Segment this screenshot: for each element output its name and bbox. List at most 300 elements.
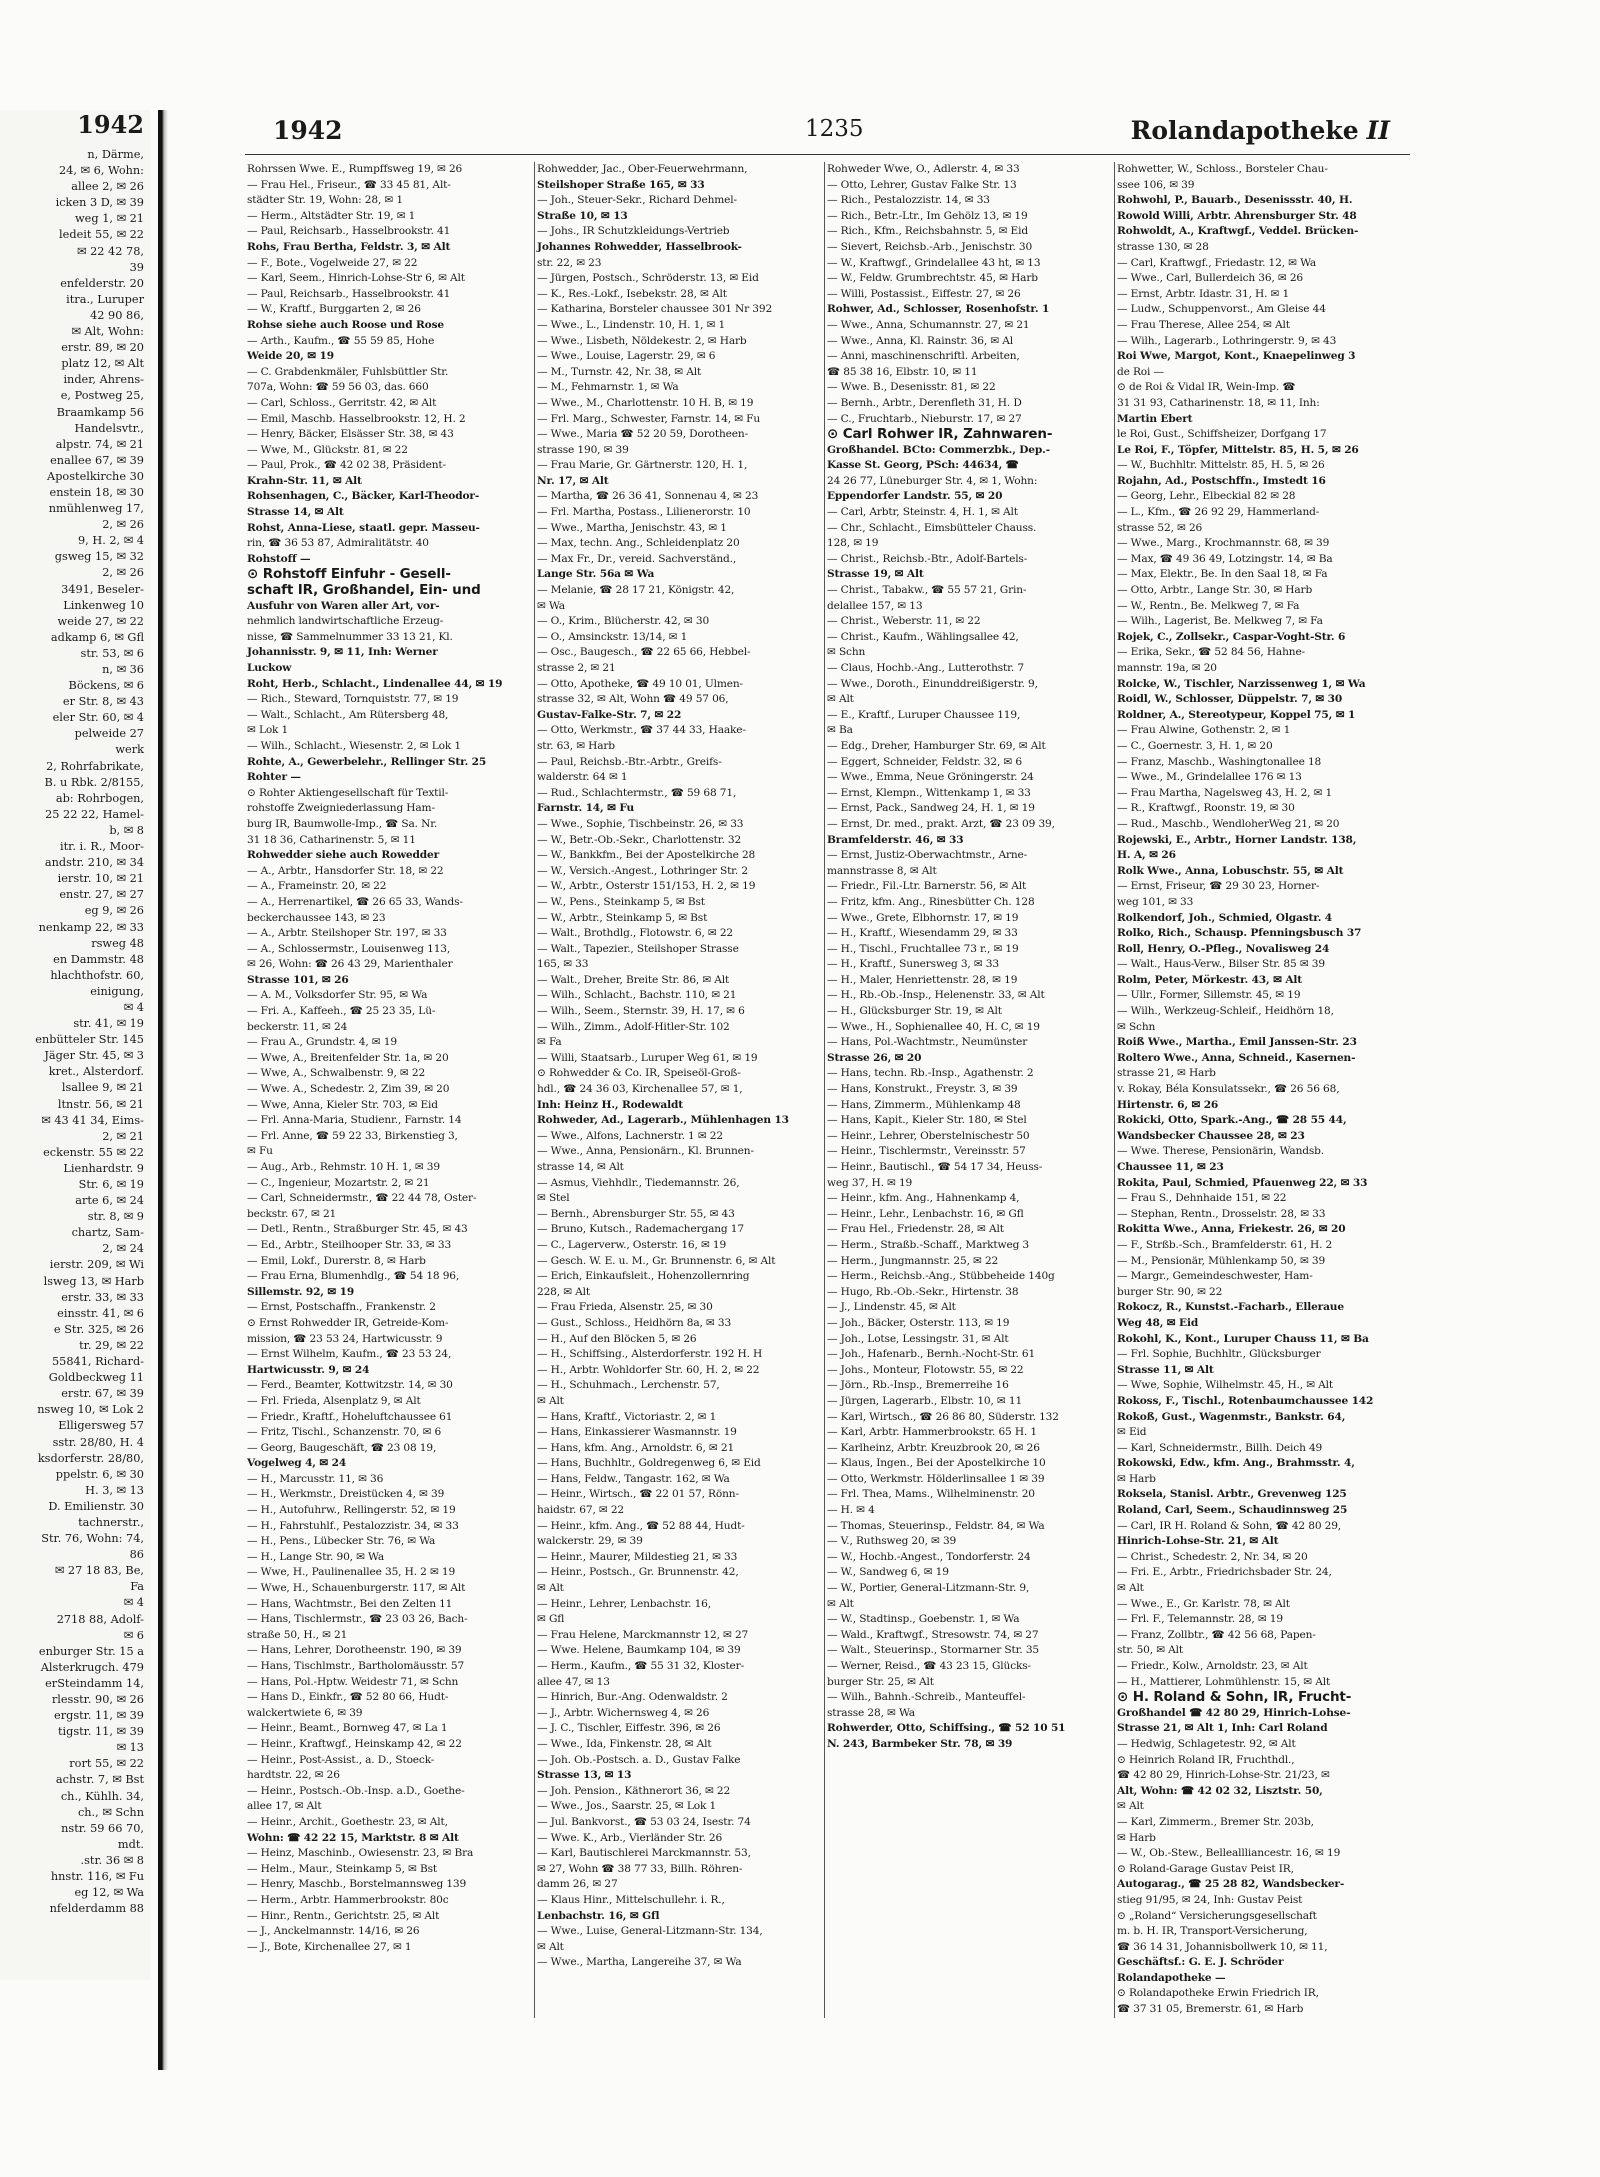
left-page-line: Apostelkirche 30 xyxy=(47,469,144,483)
directory-entry: — Karl, Bautischlerei Marckmannstr. 53, xyxy=(537,1847,751,1860)
directory-entry: 707a, Wohn: ☎ 59 56 03, das. 660 xyxy=(247,381,429,394)
directory-entry: Rohweder Wwe, O., Adlerstr. 4, ✉ 33 xyxy=(827,163,1020,175)
directory-entry: — Fri. E., Arbtr., Friedrichsbader Str. 24, xyxy=(1117,1566,1332,1579)
directory-entry: Rokicki, Otto, Spark.-Ang., ☎ 28 55 44, xyxy=(1117,1114,1347,1127)
directory-entry: — Eggert, Schneider, Feldstr. 32, ✉ 6 xyxy=(827,755,1022,768)
directory-entry: — Christ., Tabakw., ☎ 55 57 21, Grin- xyxy=(827,584,1027,597)
left-page-line: ✉ 4 xyxy=(123,1596,144,1610)
directory-entry: le Roi, Gust., Schiffsheizer, Dorfgang 17 xyxy=(1117,428,1327,441)
left-page-line: Lienhardstr. 9 xyxy=(63,1161,144,1175)
left-page-line: 3491, Beseler- xyxy=(61,582,144,596)
directory-entry: — Herm., Kaufm., ☎ 55 31 32, Kloster- xyxy=(537,1660,745,1672)
left-page-line: str. 41, ✉ 19 xyxy=(73,1017,144,1031)
directory-entry: ✉ Eid xyxy=(1117,1426,1147,1439)
directory-entry: — Otto, Apotheke, ☎ 49 10 01, Ulmen- xyxy=(537,677,743,690)
directory-entry: — Frau Therese, Allee 254, ✉ Alt xyxy=(1117,318,1290,331)
directory-entry: — Willi, Staatsarb., Luruper Weg 61, ✉ 19 xyxy=(537,1051,758,1064)
directory-entry: Johannisstr. 9, ✉ 11, Inh: Werner xyxy=(247,646,438,659)
left-page-line: nenkamp 22, ✉ 33 xyxy=(38,920,144,934)
directory-entry: nisse, ☎ Sammelnummer 33 13 21, Kl. xyxy=(247,630,453,643)
running-title-word: Rolandapotheke xyxy=(1130,116,1359,145)
directory-entry: ⊙ H. Roland & Sohn, IR, Frucht- xyxy=(1117,1689,1352,1706)
directory-entry: Strasse 11, ✉ Alt xyxy=(1117,1363,1214,1376)
page-header xyxy=(245,110,1410,155)
directory-entry: — Karl, Schneidermstr., Billh. Deich 49 xyxy=(1117,1441,1323,1454)
directory-entry: — Frau Frieda, Alsenstr. 25, ✉ 30 xyxy=(537,1301,713,1314)
directory-entry: — Frau Martha, Nagelsweg 43, H. 2, ✉ 1 xyxy=(1117,786,1333,799)
directory-entry: ✉ Fu xyxy=(247,1145,273,1158)
directory-entry: — Wilh., Zimm., Adolf-Hitler-Str. 102 xyxy=(537,1020,730,1033)
directory-entry: Rolkendorf, Joh., Schmied, Olgastr. 4 xyxy=(1117,911,1333,924)
directory-entry: — Hans, Buchhltr., Goldregenweg 6, ✉ Eid xyxy=(537,1457,761,1470)
directory-entry: ⊙ Rolandapotheke Erwin Friedrich IR, xyxy=(1117,1987,1319,2000)
directory-entry: ✉ Schn xyxy=(827,646,866,659)
directory-entry: — Walt., Haus-Verw., Bilser Str. 85 ✉ 39 xyxy=(1117,958,1325,971)
directory-entry: — Jörn., Rb.-Insp., Bremerreihe 16 xyxy=(827,1379,1009,1392)
directory-entry: — O., Krim., Blücherstr. 42, ✉ 30 xyxy=(537,615,710,628)
directory-entry: — Georg, Baugeschäft, ☎ 23 08 19, xyxy=(247,1441,437,1454)
running-title-roman: II xyxy=(1366,116,1390,145)
left-page-line: b, ✉ 8 xyxy=(109,823,144,837)
directory-entry: — Max, techn. Ang., Schleidenplatz 20 xyxy=(537,537,740,550)
directory-entry: — H. ✉ 4 xyxy=(827,1504,875,1517)
directory-entry: ✉ Alt xyxy=(827,693,854,706)
directory-entry: strasse 2, ✉ 21 xyxy=(537,662,616,674)
left-page-line: er Str. 8, ✉ 43 xyxy=(62,695,144,709)
directory-entry: — Heinr., Postsch.-Ob.-Insp. a.D., Goethe- xyxy=(247,1784,465,1797)
directory-entry: ☎ 36 14 31, Johannisbollwerk 10, ✉ 11, xyxy=(1117,1940,1328,1953)
left-page-line: eg 12, ✉ Wa xyxy=(74,1886,144,1900)
directory-entry: — Walt., Steuerinsp., Stormarner Str. 35 xyxy=(827,1644,1039,1657)
directory-entry: — Werner, Reisd., ☎ 43 23 15, Glücks- xyxy=(827,1660,1031,1672)
directory-entry: — Wwe., Sophie, Tischbeinstr. 26, ✉ 33 xyxy=(537,817,744,830)
directory-entry: — Heinr., Lehrer, Lenbachstr. 16, xyxy=(537,1597,711,1610)
directory-column-2 xyxy=(535,162,825,2018)
directory-entry: — Joh. Ob.-Postsch. a. D., Gustav Falke xyxy=(537,1753,741,1766)
directory-entry: — Rud., Maschb., WendloherWeg 21, ✉ 20 xyxy=(1117,817,1340,830)
directory-entry: Rokowski, Edw., kfm. Ang., Brahmsstr. 4, xyxy=(1117,1457,1355,1470)
directory-entry: Lenbachstr. 16, ✉ Gfl xyxy=(537,1909,660,1922)
directory-entry: ✉ 26, Wohn: ☎ 26 43 29, Marienthaler xyxy=(247,958,453,971)
left-page-line: Linkenweg 10 xyxy=(63,598,144,612)
directory-entry: ✉ Alt xyxy=(827,1597,854,1610)
directory-entry: — Hans, Konstrukt., Freystr. 3, ✉ 39 xyxy=(827,1083,1018,1096)
directory-entry: — Wwe., M., Charlottenstr. 10 H. B, ✉ 19 xyxy=(537,396,754,409)
directory-entry: — Henry, Maschb., Borstelmannsweg 139 xyxy=(247,1878,467,1891)
directory-entry: ⊙ Rohter Aktiengesellschaft für Textil- xyxy=(247,786,449,799)
directory-entry: — H., Schiffsing., Alsterdorferstr. 192 H. H xyxy=(537,1348,763,1361)
left-page-line: 2, Rohrfabrikate, xyxy=(46,759,144,773)
directory-entry: strasse 28, ✉ Wa xyxy=(827,1706,915,1719)
left-page-line: H. 3, ✉ 13 xyxy=(85,1483,144,1497)
directory-entry: — Georg, Lehr., Elbeckial 82 ✉ 28 xyxy=(1117,490,1296,503)
directory-entry: — Ernst, Postschaffn., Frankenstr. 2 xyxy=(247,1301,436,1314)
directory-entry: Rolko, Rich., Schausp. Pfenningsbusch 37 xyxy=(1117,927,1362,940)
directory-entry: Martin Ebert xyxy=(1117,412,1193,425)
left-page-line: ✉ 27 18 83, Be, xyxy=(54,1564,144,1578)
directory-entry: — W., Kraftf., Burggarten 2, ✉ 26 xyxy=(247,303,421,316)
directory-entry: — Max, Elektr., Be. In den Saal 18, ✉ Fa xyxy=(1117,568,1328,581)
directory-entry: Ausfuhr von Waren aller Art, vor- xyxy=(247,599,440,612)
directory-entry: — Christ., Kaufm., Wählingsallee 42, xyxy=(827,630,1019,643)
page-number: 1235 xyxy=(805,116,864,142)
directory-entry: — Frl. Frieda, Alsenplatz 9, ✉ Alt xyxy=(247,1394,421,1407)
directory-entry: — Katharina, Borsteler chaussee 301 Nr 392 xyxy=(537,303,773,316)
directory-entry: — Paul, Prok., ☎ 42 02 38, Präsident- xyxy=(247,459,446,472)
left-page-line: enallee 67, ✉ 39 xyxy=(50,453,144,467)
left-page-line: e Str. 325, ✉ 26 xyxy=(53,1322,144,1336)
directory-entry: — Ernst, Pack., Sandweg 24, H. 1, ✉ 19 xyxy=(827,802,1035,815)
directory-entry: — Heinr., Lehrer, Oberstelnischestr 50 xyxy=(827,1129,1030,1142)
directory-entry: — Wilh., Lagerist, Be. Melkweg 7, ✉ Fa xyxy=(1117,615,1323,628)
directory-entry: strasse 190, ✉ 39 xyxy=(537,443,629,456)
directory-entry: burg IR, Baumwolle-Imp., ☎ Sa. Nr. xyxy=(247,817,438,830)
directory-entry: strasse 130, ✉ 28 xyxy=(1117,240,1209,253)
directory-entry: — Wwe. Helene, Baumkamp 104, ✉ 39 xyxy=(537,1644,741,1657)
directory-entry: — Hans, Einkassierer Wasmannstr. 19 xyxy=(537,1426,737,1439)
directory-entry: ⊙ Rohwedder & Co. IR, Speiseöl-Groß- xyxy=(537,1067,741,1080)
directory-entry: — Wwe., Louise, Lagerstr. 29, ✉ 6 xyxy=(537,350,716,363)
left-page-line: itr. i. R., Moor- xyxy=(60,840,144,854)
directory-entry: — Rud., Schlachtermstr., ☎ 59 68 71, xyxy=(537,786,737,799)
left-page-line: B. u Rbk. 2/8155, xyxy=(44,775,144,789)
directory-entry: — Wwe. B., Desenisstr. 81, ✉ 22 xyxy=(827,381,996,394)
directory-entry: — Emil, Maschb. Hasselbrookstr. 12, H. 2 xyxy=(247,412,466,425)
directory-entry: — Wwe., Luise, General-Litzmann-Str. 134, xyxy=(537,1925,763,1938)
directory-entry: — Wwe. Therese, Pensionärin, Wandsb. xyxy=(1117,1145,1325,1158)
directory-entry: ⊙ de Roi & Vidal IR, Wein-Imp. ☎ xyxy=(1117,381,1296,394)
directory-entry: — Claus, Hochb.-Ang., Lutterothstr. 7 xyxy=(827,662,1024,674)
directory-entry: Rolandapotheke — xyxy=(1117,1971,1226,1984)
directory-entry: — Wwe., Carl, Bullerdeich 36, ✉ 26 xyxy=(1117,272,1304,285)
directory-entry: — Chr., Schlacht., Eimsbütteler Chauss. xyxy=(827,521,1037,534)
left-page-line: erstr. 33, ✉ 33 xyxy=(61,1290,144,1304)
left-page-line: icken 3 D, ✉ 39 xyxy=(55,196,144,210)
directory-entry: — Heinr., Post-Assist., a. D., Stoeck- xyxy=(247,1753,435,1766)
directory-entry: str. 22, ✉ 23 xyxy=(537,256,602,269)
directory-entry: — Wwe. A., Schedestr. 2, Zim 39, ✉ 20 xyxy=(247,1083,450,1096)
directory-entry: — Ernst, Justiz-Oberwachtmstr., Arne- xyxy=(827,849,1028,862)
directory-entry: — Otto, Werkmstr. Hölderlinsallee 1 ✉ 39 xyxy=(827,1472,1045,1485)
directory-entry: Rohs, Frau Bertha, Feldstr. 3, ✉ Alt xyxy=(247,240,451,253)
left-page-line: lsallee 9, ✉ 21 xyxy=(61,1081,144,1095)
directory-entry: Le Roi, F., Töpfer, Mittelstr. 85, H. 5, ✉ 26 xyxy=(1117,443,1359,456)
directory-entry: — Walt., Dreher, Breite Str. 86, ✉ Alt xyxy=(537,973,730,986)
directory-entry: — H., Werkmstr., Dreistücken 4, ✉ 39 xyxy=(247,1488,445,1501)
directory-entry: damm 26, ✉ 27 xyxy=(537,1878,618,1891)
directory-entry: ✉ Gfl xyxy=(537,1613,565,1626)
left-page-line: ergstr. 11, ✉ 39 xyxy=(54,1709,144,1723)
directory-entry: Roht, Herb., Schlacht., Lindenallee 44, ✉ 19 xyxy=(247,677,503,690)
directory-entry: — Ullr., Former, Sillemstr. 45, ✉ 19 xyxy=(1117,989,1301,1002)
directory-entry: — Heinr., Lehr., Lenbachstr. 16, ✉ Gfl xyxy=(827,1207,1024,1220)
directory-entry: Rolm, Peter, Mörkestr. 43, ✉ Alt xyxy=(1117,973,1303,986)
left-page-line: 86 xyxy=(129,1548,144,1562)
directory-entry: — Wwe. K., Arb., Vierländer Str. 26 xyxy=(537,1831,723,1844)
directory-entry: Rohwer, Ad., Schlosser, Rosenhofstr. 1 xyxy=(827,303,1050,316)
left-page-line: n, Därme, xyxy=(87,148,144,161)
left-page-line: rsweg 48 xyxy=(91,936,144,950)
directory-entry: — Arth., Kaufm., ☎ 55 59 85, Hohe xyxy=(247,334,435,347)
directory-entry: Roll, Henry, O.-Pfleg., Novalisweg 24 xyxy=(1117,942,1330,955)
directory-entry: — Joh., Hafenarb., Bernh.-Nocht-Str. 61 xyxy=(827,1348,1036,1361)
directory-entry: — Carl, Schneidermstr., ☎ 22 44 78, Oster- xyxy=(247,1192,477,1205)
directory-entry: ✉ Stel xyxy=(537,1192,570,1205)
directory-entry: — Paul, Reichsarb., Hasselbrookstr. 41 xyxy=(247,225,451,238)
directory-entry: — Frau Hel., Friedenstr. 28, ✉ Alt xyxy=(827,1223,1004,1236)
directory-entry: — Frl. Marg., Schwester, Farnstr. 14, ✉ Fu xyxy=(537,412,761,425)
left-page-line: erstr. 89, ✉ 20 xyxy=(61,341,144,355)
directory-entry: — Walt., Schlacht., Am Rütersberg 48, xyxy=(247,708,449,721)
directory-entry: ✉ Alt xyxy=(1117,1582,1144,1595)
directory-entry: — Fritz, kfm. Ang., Rinesbütter Ch. 128 xyxy=(827,895,1035,908)
directory-entry: — Carl, Schloss., Gerritstr. 42, ✉ Alt xyxy=(247,396,437,409)
left-page-line: enbütteler Str. 145 xyxy=(35,1033,144,1047)
left-page-line: enburger Str. 15 a xyxy=(38,1644,144,1658)
directory-entry: Rolk Wwe., Anna, Lobuschstr. 55, ✉ Alt xyxy=(1117,864,1344,877)
directory-entry: Weide 20, ✉ 19 xyxy=(247,350,334,363)
directory-entry: Rokita, Paul, Schmied, Pfauenweg 22, ✉ 33 xyxy=(1117,1176,1368,1189)
directory-entry: — Edg., Dreher, Hamburger Str. 69, ✉ Alt xyxy=(827,739,1046,752)
directory-entry: Roltero Wwe., Anna, Schneid., Kasernen- xyxy=(1117,1051,1356,1064)
directory-entry: — Wwe., Martha, Langereihe 37, ✉ Wa xyxy=(537,1956,742,1969)
directory-entry: Weg 48, ✉ Eid xyxy=(1117,1316,1199,1329)
left-page-line: ab: Rohrbogen, xyxy=(55,791,144,805)
left-page-line: platz 12, ✉ Alt xyxy=(61,357,144,371)
directory-entry: — Bruno, Kutsch., Rademachergang 17 xyxy=(537,1223,744,1236)
directory-entry: — Wwe, H., Schauenburgerstr. 117, ✉ Alt xyxy=(247,1582,466,1595)
directory-entry: — Heinr., Wirtsch., ☎ 22 01 57, Rönn- xyxy=(537,1488,739,1501)
directory-entry: — Frau A., Grundstr. 4, ✉ 19 xyxy=(247,1036,397,1049)
left-page-line: 9, H. 2, ✉ 4 xyxy=(77,534,144,548)
left-page-line: einigung, xyxy=(90,984,144,998)
directory-entry: — Ludw., Schuppenvorst., Am Gleise 44 xyxy=(1117,303,1326,316)
directory-entry: — H., Autofuhrw., Rellingerstr. 52, ✉ 19 xyxy=(247,1504,456,1517)
directory-entry: — Heinz, Maschinb., Owiesenstr. 23, ✉ Bra xyxy=(247,1847,474,1860)
directory-entry: — Frl. Sophie, Buchhltr., Glücksburger xyxy=(1117,1348,1321,1361)
directory-entry: — Fritz, Tischl., Schanzenstr. 70, ✉ 6 xyxy=(247,1426,442,1439)
directory-entry: Strasse 101, ✉ 26 xyxy=(247,973,349,986)
directory-entry: — Detl., Rentn., Straßburger Str. 45, ✉ 43 xyxy=(247,1223,468,1236)
directory-entry: — Rich., Pestalozzistr. 14, ✉ 33 xyxy=(827,194,990,207)
directory-entry: — W., Buchhltr. Mittelstr. 85, H. 5, ✉ 26 xyxy=(1117,459,1325,472)
directory-entry: Gustav-Falke-Str. 7, ✉ 22 xyxy=(537,708,682,721)
left-page-line: enstein 18, ✉ 30 xyxy=(49,485,144,499)
directory-entry: — W., Betr.-Ob.-Sekr., Charlottenstr. 32 xyxy=(537,833,742,846)
directory-entry: burger Str. 25, ✉ Alt xyxy=(827,1675,934,1688)
directory-entry: — Henry, Bäcker, Elsässer Str. 38, ✉ 43 xyxy=(247,428,454,441)
directory-entry: stieg 91/95, ✉ 24, Inh: Gustav Peist xyxy=(1117,1893,1303,1906)
directory-entry: Geschäftsf.: G. E. J. Schröder xyxy=(1117,1956,1284,1969)
directory-entry: ssee 106, ✉ 39 xyxy=(1117,178,1195,191)
directory-entry: — Frau Alwine, Gothenstr. 2, ✉ 1 xyxy=(1117,724,1291,737)
directory-entry: Luckow xyxy=(247,662,292,674)
directory-entry: — Hans, Pol.-Wachtmstr., Neumünster xyxy=(827,1036,1028,1049)
directory-entry: — Wwe., E., Gr. Karlstr. 78, ✉ Alt xyxy=(1117,1597,1290,1610)
directory-entry: Hirtenstr. 6, ✉ 26 xyxy=(1117,1098,1219,1111)
directory-entry: Steilshoper Straße 165, ✉ 33 xyxy=(537,178,705,191)
left-page-line: eler Str. 60, ✉ 4 xyxy=(52,711,144,725)
directory-columns xyxy=(245,162,1410,2018)
directory-entry: — Bernh., Abrensburger Str. 55, ✉ 43 xyxy=(537,1207,735,1220)
directory-entry: Rokocz, R., Kunstst.-Facharb., Elleraue xyxy=(1117,1301,1344,1314)
directory-entry: — C., Ingenieur, Mozartstr. 2, ✉ 21 xyxy=(247,1176,430,1189)
left-page-line: Jäger Str. 45, ✉ 3 xyxy=(44,1049,144,1063)
left-page-line: rlesstr. 90, ✉ 26 xyxy=(51,1693,144,1706)
directory-entry: — Christ., Reichsb.-Btr., Adolf-Bartels- xyxy=(827,552,1028,565)
directory-entry: ✉ Alt xyxy=(537,1940,564,1953)
left-page-line: nmühlenweg 17, xyxy=(48,502,144,516)
directory-entry: — Friedr., Kolw., Arnoldstr. 23, ✉ Alt xyxy=(1117,1660,1308,1672)
left-page-line: 2, ✉ 21 xyxy=(102,1129,144,1143)
left-page-line: kret., Alsterdorf. xyxy=(48,1065,144,1079)
directory-entry: — W., Pens., Steinkamp 5, ✉ Bst xyxy=(537,895,705,908)
directory-entry: — H., Schuhmach., Lerchenstr. 57, xyxy=(537,1379,720,1392)
directory-entry: — V., Ruthsweg 20, ✉ 39 xyxy=(827,1535,957,1548)
directory-entry: mannstr. 19a, ✉ 20 xyxy=(1117,662,1217,674)
directory-entry: ⊙ Roland-Garage Gustav Peist IR, xyxy=(1117,1862,1294,1875)
directory-entry: — C., Goernestr. 3, H. 1, ✉ 20 xyxy=(1117,739,1273,752)
left-page-line: 42 90 86, xyxy=(90,308,144,322)
directory-entry: — Carl, Kraftwgf., Friedastr. 12, ✉ Wa xyxy=(1117,256,1317,269)
directory-entry: — Hans D., Einkfr., ☎ 52 80 66, Hudt- xyxy=(247,1691,449,1704)
directory-entry: — E., Kraftf., Luruper Chaussee 119, xyxy=(827,708,1021,721)
directory-entry: Kasse St. Georg, PSch: 44634, ☎ xyxy=(827,459,1019,472)
directory-entry: — Heinr., Archit., Goethestr. 23, ✉ Alt, xyxy=(247,1815,448,1828)
left-page-line: str. 53, ✉ 6 xyxy=(80,646,144,660)
directory-entry: — L., Kfm., ☎ 26 92 29, Hammerland- xyxy=(1117,506,1320,519)
directory-entry: weg 37, H. ✉ 19 xyxy=(827,1176,913,1189)
directory-entry: — Karl, Wirtsch., ☎ 26 86 80, Süderstr. 132 xyxy=(827,1410,1059,1423)
left-page-line: Goldbeckweg 11 xyxy=(48,1371,144,1385)
directory-entry: — Joh., Bäcker, Osterstr. 113, ✉ 19 xyxy=(827,1316,1010,1329)
directory-entry: — H., Auf den Blöcken 5, ✉ 26 xyxy=(537,1332,697,1345)
directory-entry: — Wilh., Schlacht., Wiesenstr. 2, ✉ Lok 1 xyxy=(247,739,461,752)
directory-entry: strasse 32, ✉ Alt, Wohn ☎ 49 57 06, xyxy=(537,693,729,706)
directory-entry: — Walt., Tapezier., Steilshoper Strasse xyxy=(537,942,739,955)
directory-entry: rohstoffe Zweigniederlassung Ham- xyxy=(247,802,435,815)
left-page-line: e, Postweg 25, xyxy=(60,389,144,403)
directory-entry: Roi Wwe, Margot, Kont., Knaepelinweg 3 xyxy=(1117,350,1356,363)
directory-entry: — Hans, Zimmerm., Mühlenkamp 48 xyxy=(827,1098,1021,1111)
directory-entry: — Frl. Anne, ☎ 59 22 33, Birkenstieg 3, xyxy=(247,1129,458,1142)
directory-entry: — Herm., Altstädter Str. 19, ✉ 1 xyxy=(247,209,416,222)
directory-entry: — H., Rb.-Ob.-Insp., Helenenstr. 33, ✉ Alt xyxy=(827,989,1045,1002)
directory-entry: — Wwe, Sophie, Wilhelmstr. 45, H., ✉ Alt xyxy=(1117,1379,1333,1392)
directory-entry: ⊙ „Roland“ Versicherungsgesellschaft xyxy=(1117,1909,1317,1922)
directory-entry: rin, ☎ 36 53 87, Admiralitätstr. 40 xyxy=(247,537,429,550)
directory-entry: mannstrasse 8, ✉ Alt xyxy=(827,864,937,877)
directory-entry: beckerchaussee 143, ✉ 23 xyxy=(247,911,386,924)
directory-entry: ✉ Harb xyxy=(1117,1831,1156,1844)
directory-entry: — Rich., Steward, Tornquiststr. 77, ✉ 19 xyxy=(247,693,459,706)
directory-entry: — Frau Hel., Friseur., ☎ 33 45 81, Alt- xyxy=(247,178,451,191)
left-page-line: nstr. 59 66 70, xyxy=(61,1821,144,1835)
directory-entry: — Wwe., Alfons, Lachnerstr. 1 ✉ 22 xyxy=(537,1129,723,1142)
directory-entry: — Heinr., Kraftwgf., Heinskamp 42, ✉ 22 xyxy=(247,1737,462,1750)
left-page-line: Str. 76, Wohn: 74, xyxy=(41,1532,144,1546)
directory-entry: Rokoß, Gust., Wagenmstr., Bankstr. 64, xyxy=(1117,1410,1346,1423)
directory-entry: Rojahn, Ad., Postschffn., Imstedt 16 xyxy=(1117,474,1326,487)
directory-entry: delallee 157, ✉ 13 xyxy=(827,599,923,612)
directory-entry: 31 31 93, Catharinenstr. 18, ✉ 11, Inh: xyxy=(1117,396,1320,409)
directory-entry: — Wilh., Bahnh.-Schreib., Manteuffel- xyxy=(827,1691,1026,1704)
directory-page xyxy=(245,110,1410,2016)
directory-entry: — Wilh., Seem., Sternstr. 39, H. 17, ✉ 6 xyxy=(537,1005,745,1018)
directory-entry: — Otto, Werkmstr., ☎ 37 44 33, Haake- xyxy=(537,724,746,737)
left-page-line: adkamp 6, ✉ Gfl xyxy=(50,630,144,644)
directory-entry: — H., Glücksburger Str. 19, ✉ Alt xyxy=(827,1005,1002,1018)
directory-entry: — Hans, Lehrer, Dorotheenstr. 190, ✉ 39 xyxy=(247,1644,462,1657)
directory-entry: — Wwe., H., Sophienallee 40, H. C, ✉ 19 xyxy=(827,1020,1040,1033)
directory-entry: Rohwedder, Jac., Ober-Feuerwehrmann, xyxy=(537,163,748,175)
directory-entry: — Wwe., Martha, Jenischstr. 43, ✉ 1 xyxy=(537,521,727,534)
directory-entry: — Wwe., Doroth., Einunddreißigerstr. 9, xyxy=(827,677,1038,690)
directory-entry: ✉ Wa xyxy=(537,599,565,612)
left-page-line: tachnerstr., xyxy=(78,1515,144,1529)
directory-entry: 128, ✉ 19 xyxy=(827,537,879,550)
directory-entry: weg 101, ✉ 33 xyxy=(1117,895,1194,908)
left-page-line: arte 6, ✉ 24 xyxy=(75,1194,144,1208)
directory-entry: — M., Fehmarnstr. 1, ✉ Wa xyxy=(537,381,679,394)
directory-entry: — Jürgen, Postsch., Schröderstr. 13, ✉ Eid xyxy=(537,272,759,285)
directory-entry: Autogarag., ☎ 25 28 82, Wandsbecker- xyxy=(1117,1878,1345,1891)
directory-entry: — A., Arbtr., Hansdorfer Str. 18, ✉ 22 xyxy=(247,864,444,877)
directory-entry: — Joh., Lotse, Lessingstr. 31, ✉ Alt xyxy=(827,1332,1009,1345)
directory-entry: — R., Kraftwgf., Roonstr. 19, ✉ 30 xyxy=(1117,802,1295,815)
left-page-line: andstr. 210, ✉ 34 xyxy=(44,856,144,870)
book-gutter xyxy=(158,110,168,2070)
directory-entry: Großhandel. BCto: Commerzbk., Dep.- xyxy=(827,443,1050,456)
directory-entry: — Klaus, Ingen., Bei der Apostelkirche 10 xyxy=(827,1457,1046,1470)
directory-entry: — Carl, Arbtr, Steinstr. 4, H. 1, ✉ Alt xyxy=(827,506,1018,519)
directory-entry: — Karl, Arbtr. Hammerbrookstr. 65 H. 1 xyxy=(827,1426,1037,1439)
directory-entry: — H., Mattierer, Lohmühlenstr. 15, ✉ Alt xyxy=(1117,1675,1331,1688)
directory-entry: Wandsbecker Chaussee 28, ✉ 23 xyxy=(1117,1129,1305,1142)
left-page-line: ksdorferstr. 28/80, xyxy=(37,1451,144,1465)
directory-entry: — Wwe, A., Breitenfelder Str. 1a, ✉ 20 xyxy=(247,1051,449,1064)
directory-entry: str. 63, ✉ Harb xyxy=(537,739,615,752)
directory-entry: — Erich, Einkaufsleit., Hohenzollernring xyxy=(537,1270,750,1283)
directory-entry: — J., Bote, Kirchenallee 27, ✉ 1 xyxy=(247,1940,412,1953)
directory-entry: ✉ Alt xyxy=(537,1582,564,1595)
directory-entry: — Margr., Gemeindeschwester, Ham- xyxy=(1117,1270,1313,1283)
left-page-line: sstr. 28/80, H. 4 xyxy=(52,1435,144,1449)
directory-entry: burger Str. 90, ✉ 22 xyxy=(1117,1285,1223,1298)
directory-entry: Straße 10, ✉ 13 xyxy=(537,209,628,222)
left-page-line: enfelderstr. 20 xyxy=(60,276,144,290)
directory-entry: — Melanie, ☎ 28 17 21, Königstr. 42, xyxy=(537,584,735,597)
directory-entry: — Paul, Reichsb.-Btr.-Arbtr., Greifs- xyxy=(537,755,722,768)
directory-entry: — Wilh., Lagerarb., Lothringerstr. 9, ✉ 43 xyxy=(1117,334,1337,347)
directory-entry: Strasse 21, ✉ Alt 1, Inh: Carl Roland xyxy=(1117,1722,1328,1735)
directory-entry: strasse 14, ✉ Alt xyxy=(537,1161,624,1173)
directory-entry: 24 26 77, Lüneburger Str. 4, ✉ 1, Wohn: xyxy=(827,474,1038,487)
left-page-line: ✉ 4 xyxy=(123,1000,144,1014)
directory-entry: — W., Feldw. Grumbrechtstr. 45, ✉ Harb xyxy=(827,272,1038,285)
left-page-line: weg 1, ✉ 21 xyxy=(75,212,144,226)
directory-entry: ☎ 85 38 16, Elbstr. 10, ✉ 11 xyxy=(827,365,978,378)
directory-entry: Roiß Wwe., Martha., Emil Janssen-Str. 23 xyxy=(1117,1036,1357,1049)
directory-entry: — Asmus, Viehhdlr., Tiedemannstr. 26, xyxy=(537,1176,740,1189)
directory-entry: ⊙ Rohstoff Einfuhr - Gesell- xyxy=(247,566,451,583)
directory-entry: — Hans, kfm. Ang., Arnoldstr. 6, ✉ 21 xyxy=(537,1441,735,1454)
directory-entry: — Wwe., M., Grindelallee 176 ✉ 13 xyxy=(1117,771,1302,784)
directory-entry: — Max, ☎ 49 36 49, Lotzingstr. 14, ✉ Ba xyxy=(1117,552,1333,565)
directory-entry: — Hans, Kapit., Kieler Str. 180, ✉ Stel xyxy=(827,1114,1027,1127)
left-page-line: 25 22 22, Hamel- xyxy=(45,807,144,821)
directory-entry: ✉ Harb xyxy=(1117,1472,1156,1485)
